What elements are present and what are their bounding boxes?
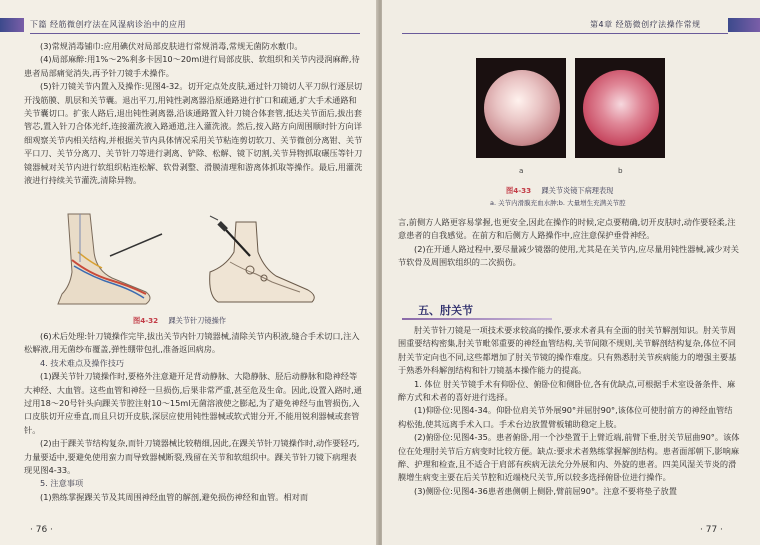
caption-text: 踝关节炎镜下病理表现 (541, 186, 614, 195)
paragraph: (3)侧卧位:见图4-36患者患侧朝上侧卧,臂前屈90°。注意不要将垫子放置 (414, 485, 677, 496)
left-text-top (24, 40, 364, 187)
figure-subcaption: a. 关节内滑膜充血水肿;b. 大量增生充满关节腔 (490, 199, 626, 207)
subheading: 5. 注意事项 (40, 478, 84, 489)
paragraph: (6)术后处理:针刀镜操作完毕,拔出关节内针刀镜器械,清除关节内积液,缝合手术切口,注入松解液,用无菌纱布覆盖,弹性绷带包扎,准备返回病房。 (24, 331, 360, 355)
page-number-right: · 77 · (700, 525, 723, 535)
right-header: 第4章 经筋微创疗法操作常规 (590, 20, 701, 29)
paragraph: (5)针刀镜关节内置入及操作:见图4-32。切开定点处皮肤,通过针刀镜切人平刀纵行逐层切开浅筋膜、肌层和关节囊。退出平刀,用钝性剥离器沿原通路进行扩口和疏通,扩大手术通路和关节囊切口。扩张人路后,退出钝性剥离器,沿该通路置入针刀镜合体套管,抵达关节面后,拔出套管芯,置入针刀合体光纤,连接灌洗液入路通道,注入灌洗液。然后,按入路方向周围顺时针方向详细观察关节内相关结构,并根据关节内具体情况采用关节粘连剪切软刀、关节微创分离钳、关节平口刀、关节分离刀、关节针刀等进行剥离、铲除、松解、镜下切割,关节异物抓取碾压等针刀镜器械对关节内进行软组织粘连松解、软骨剥整、滑膜清理和游离体抓取等操作。最后,用灌洗液进行持续关节灌洗,清除异物。 (24, 81, 363, 186)
header-rule (402, 33, 728, 34)
paragraph: 肘关节针刀镜是一项技术要求较高的操作,要求术者具有全面的肘关节解剖知识。肘关节周围重要结构密集,肘关节毗邻重要的神经血管结构,关节间隙不规则,关节解剖结构复杂,体位不同肘关节定向也不同,这些都增加了肘关节镜的操作难度。只有熟悉肘关节疾病能力的增强主要基于熟悉外科解剖结构和针刀镜基本操作能力的提高。 (398, 325, 737, 376)
arthroscope-photo-icon-a (476, 58, 566, 158)
right-text-top (398, 216, 740, 270)
left-text-bottom (24, 330, 364, 504)
arthroscope-photo-icon-b (575, 58, 665, 158)
left-header: 下篇 经筋微创疗法在风湿病诊治中的应用 (30, 20, 187, 29)
paragraph: (2)由于踝关节结构复杂,而针刀镜器械比较精细,因此,在踝关节针刀镜操作时,动作要轻巧,力量要适中,要避免使用蛮力而导致器械断裂,残留在关节和软组织中。踝关节针刀镜下病理表现见图4-33。 (24, 438, 360, 476)
paragraph: (4)局部麻醉:用1%～2%利多卡因10～20ml进行局部皮肤、软组织和关节内浸润麻醉,待患者局部痛觉消失,再予针刀镜手术操作。 (24, 54, 360, 78)
photo-label-a: a (519, 166, 524, 175)
paragraph: (1)熟练掌握踝关节及其周围神经血管的解剖,避免损伤神经和血管。相对而 (40, 491, 309, 502)
paragraph: 言,前侧方人路更容易掌握,也更安全,因此在操作的时候,定点要精确,切开皮肤时,动作要轻柔,注意患者的自我感觉。在前方和后侧方人路操作中,应注意保护垂骨神经。 (398, 217, 736, 241)
photo-label-b: b (618, 166, 623, 175)
paragraph: (1)仰卧位:见图4-34。仰卧位肩关节外展90°并屈肘90°,该体位可使肘前方的神经血管结构松弛,使其远离手术入口。手术台边放置臂板辅助稳定上肢。 (398, 405, 733, 429)
right-text-bottom (398, 324, 740, 498)
right-page (382, 0, 760, 545)
paragraph: (1)踝关节针刀镜操作时,要格外注意避开足背动静脉、大隐静脉、胫后动静脉和隐神经等大神经、大血管。这些血管和神经一旦损伤,后果非常严重,甚至危及生命。因此,设置入路时,通过用18～20号针头向踝关节腔注射10～15ml无菌溶液使之膨起,为了避免神经与血管损伤,入口皮肤切开应垂直,而且只切开皮肤,深层应使用钝性器械或软式钳分开,不能用锐利器械或套管针。 (24, 371, 362, 435)
page-number-left: · 76 · (30, 525, 53, 535)
section-title: 五、肘关节 (418, 304, 473, 317)
caption-text: 踝关节针刀镜操作 (168, 316, 226, 325)
figure-caption-4-32 (133, 316, 226, 326)
paragraph: (3)常规消毒铺巾:应用碘伏对局部皮肤进行常规消毒,常规无菌防水敷巾。 (40, 41, 303, 51)
caption-number: 图4-32 (133, 316, 159, 325)
section-underline (402, 318, 552, 320)
header-bar-left (0, 18, 24, 32)
left-page (0, 0, 378, 545)
caption-number: 图4-33 (506, 186, 532, 195)
paragraph: 1. 体位 肘关节镜手术有仰卧位、俯卧位和侧卧位,各有优缺点,可根据手术室设备条件、麻醉方式和术者的喜好进行选择。 (398, 378, 736, 403)
paragraph: (2)在开通人路过程中,要尽量减少镜器的使用,尤其是在关节内,应尽量用钝性器械,减少对关节软骨及周围软组织的二次损伤。 (398, 243, 739, 268)
foot-illustration-icon (50, 212, 320, 308)
paragraph: (2)俯卧位:见图4-35。患者俯卧,用一个沙垫置于上臂近端,前臂下垂,肘关节屈曲90°。该体位在处理肘关节后方病变时比较方便。缺点:要求术者熟练掌握解剖结构。患者面部朝下,影响麻醉、护理和检查,且不适合于肩部有疾病无法允分外展和内、外旋的患者。四美风湿关节炎的滑膜增生病变主要在后关节腔和近端桡尺关节,所以较多选择俯卧位进行操作。 (398, 432, 740, 483)
figure-caption-4-33 (506, 186, 613, 196)
header-rule (30, 33, 360, 34)
header-bar-right (728, 18, 760, 32)
subheading: 4. 技术难点及操作技巧 (40, 357, 125, 368)
